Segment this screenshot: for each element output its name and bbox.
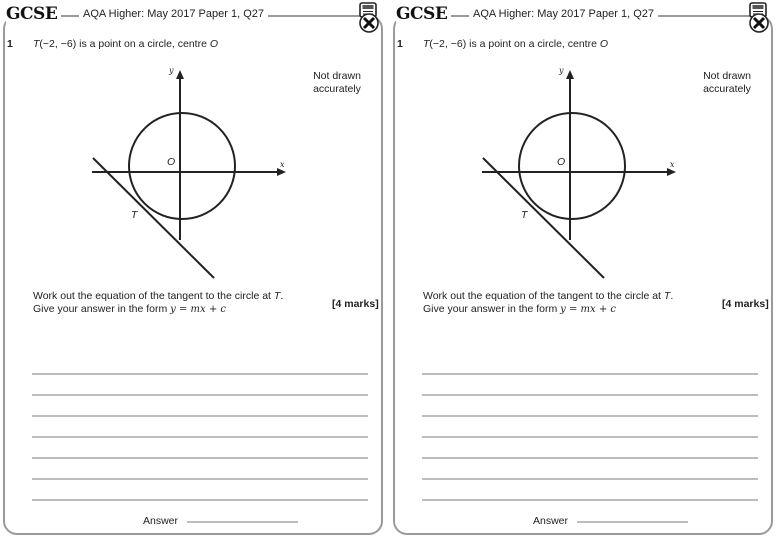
answer-label: Answer: [533, 515, 569, 527]
marks-badge: [4 marks]: [722, 298, 769, 310]
task-line-1-text: Work out the equation of the tangent to the circle at: [423, 290, 661, 302]
x-axis-arrow: [667, 168, 676, 176]
point-label: T: [33, 38, 40, 50]
calculator-not-allowed-icon: [357, 2, 381, 34]
working-line[interactable]: [422, 499, 758, 501]
point-label: T: [423, 38, 430, 50]
marks-badge: [4 marks]: [332, 298, 379, 310]
answer-form-formula: y = mx + c: [560, 304, 616, 315]
question-reference: AQA Higher: May 2017 Paper 1, Q27: [79, 8, 268, 20]
question-reference: AQA Higher: May 2017 Paper 1, Q27: [469, 8, 658, 20]
working-line[interactable]: [32, 457, 368, 459]
worksheet-card-right: [390, 0, 776, 538]
circle-tangent-diagram: [470, 62, 690, 282]
working-line[interactable]: [422, 436, 758, 438]
y-axis-arrow: [566, 70, 574, 79]
task-point-var: T: [663, 290, 671, 302]
question-statement: [33, 38, 218, 50]
circle: [129, 113, 235, 219]
x-axis-label: x: [670, 160, 675, 169]
card-header: [0, 0, 386, 34]
not-drawn-accurately-note: Not drawn accurately: [703, 70, 751, 95]
task-line-1: [423, 290, 673, 302]
task-line-2: [33, 303, 283, 316]
working-line[interactable]: [32, 478, 368, 480]
working-line[interactable]: [422, 457, 758, 459]
working-line[interactable]: [422, 478, 758, 480]
working-line[interactable]: [32, 373, 368, 375]
working-line[interactable]: [32, 436, 368, 438]
worksheet-card-left: [0, 0, 386, 538]
working-line[interactable]: [32, 499, 368, 501]
task-instructions: [423, 290, 673, 316]
task-line-1-end: .: [670, 290, 674, 302]
circle-tangent-diagram: [80, 62, 300, 282]
working-line[interactable]: [422, 394, 758, 396]
y-axis-label: y: [169, 66, 174, 75]
working-line[interactable]: [422, 415, 758, 417]
question-coordinates: (−2, −6) is a point on a circle, centre: [429, 38, 597, 50]
question-number: 1: [7, 38, 13, 50]
brand-logo: GCSE: [396, 4, 451, 24]
working-line[interactable]: [422, 373, 758, 375]
task-line-2: [423, 303, 673, 316]
brand-logo: GCSE: [6, 4, 61, 24]
task-line-2-text: Give your answer in the form: [33, 303, 168, 315]
working-line[interactable]: [32, 415, 368, 417]
calculator-not-allowed-icon: [747, 2, 771, 34]
origin-label: O: [557, 156, 566, 168]
tangent-point-label: T: [131, 209, 138, 221]
tangent-point-label: T: [521, 209, 528, 221]
task-line-1-end: .: [280, 290, 284, 302]
answer-field[interactable]: [577, 521, 688, 523]
answer-form-formula: y = mx + c: [170, 304, 226, 315]
header-rule: [292, 15, 356, 17]
x-axis-arrow: [277, 168, 286, 176]
question-number: 1: [397, 38, 403, 50]
centre-label: O: [599, 38, 609, 50]
task-line-1-text: Work out the equation of the tangent to the circle at: [33, 290, 271, 302]
task-point-var: T: [273, 290, 281, 302]
x-axis-label: x: [280, 160, 285, 169]
centre-label: O: [209, 38, 219, 50]
circle: [519, 113, 625, 219]
task-instructions: [33, 290, 283, 316]
answer-label: Answer: [143, 515, 179, 527]
origin-label: O: [167, 156, 176, 168]
not-drawn-accurately-note: Not drawn accurately: [313, 70, 361, 95]
card-header: [390, 0, 776, 34]
question-coordinates: (−2, −6) is a point on a circle, centre: [39, 38, 207, 50]
task-line-1: [33, 290, 283, 302]
y-axis-label: y: [559, 66, 564, 75]
y-axis-arrow: [176, 70, 184, 79]
working-line[interactable]: [32, 394, 368, 396]
question-statement: [423, 38, 608, 50]
header-rule: [682, 15, 746, 17]
answer-field[interactable]: [187, 521, 298, 523]
task-line-2-text: Give your answer in the form: [423, 303, 558, 315]
